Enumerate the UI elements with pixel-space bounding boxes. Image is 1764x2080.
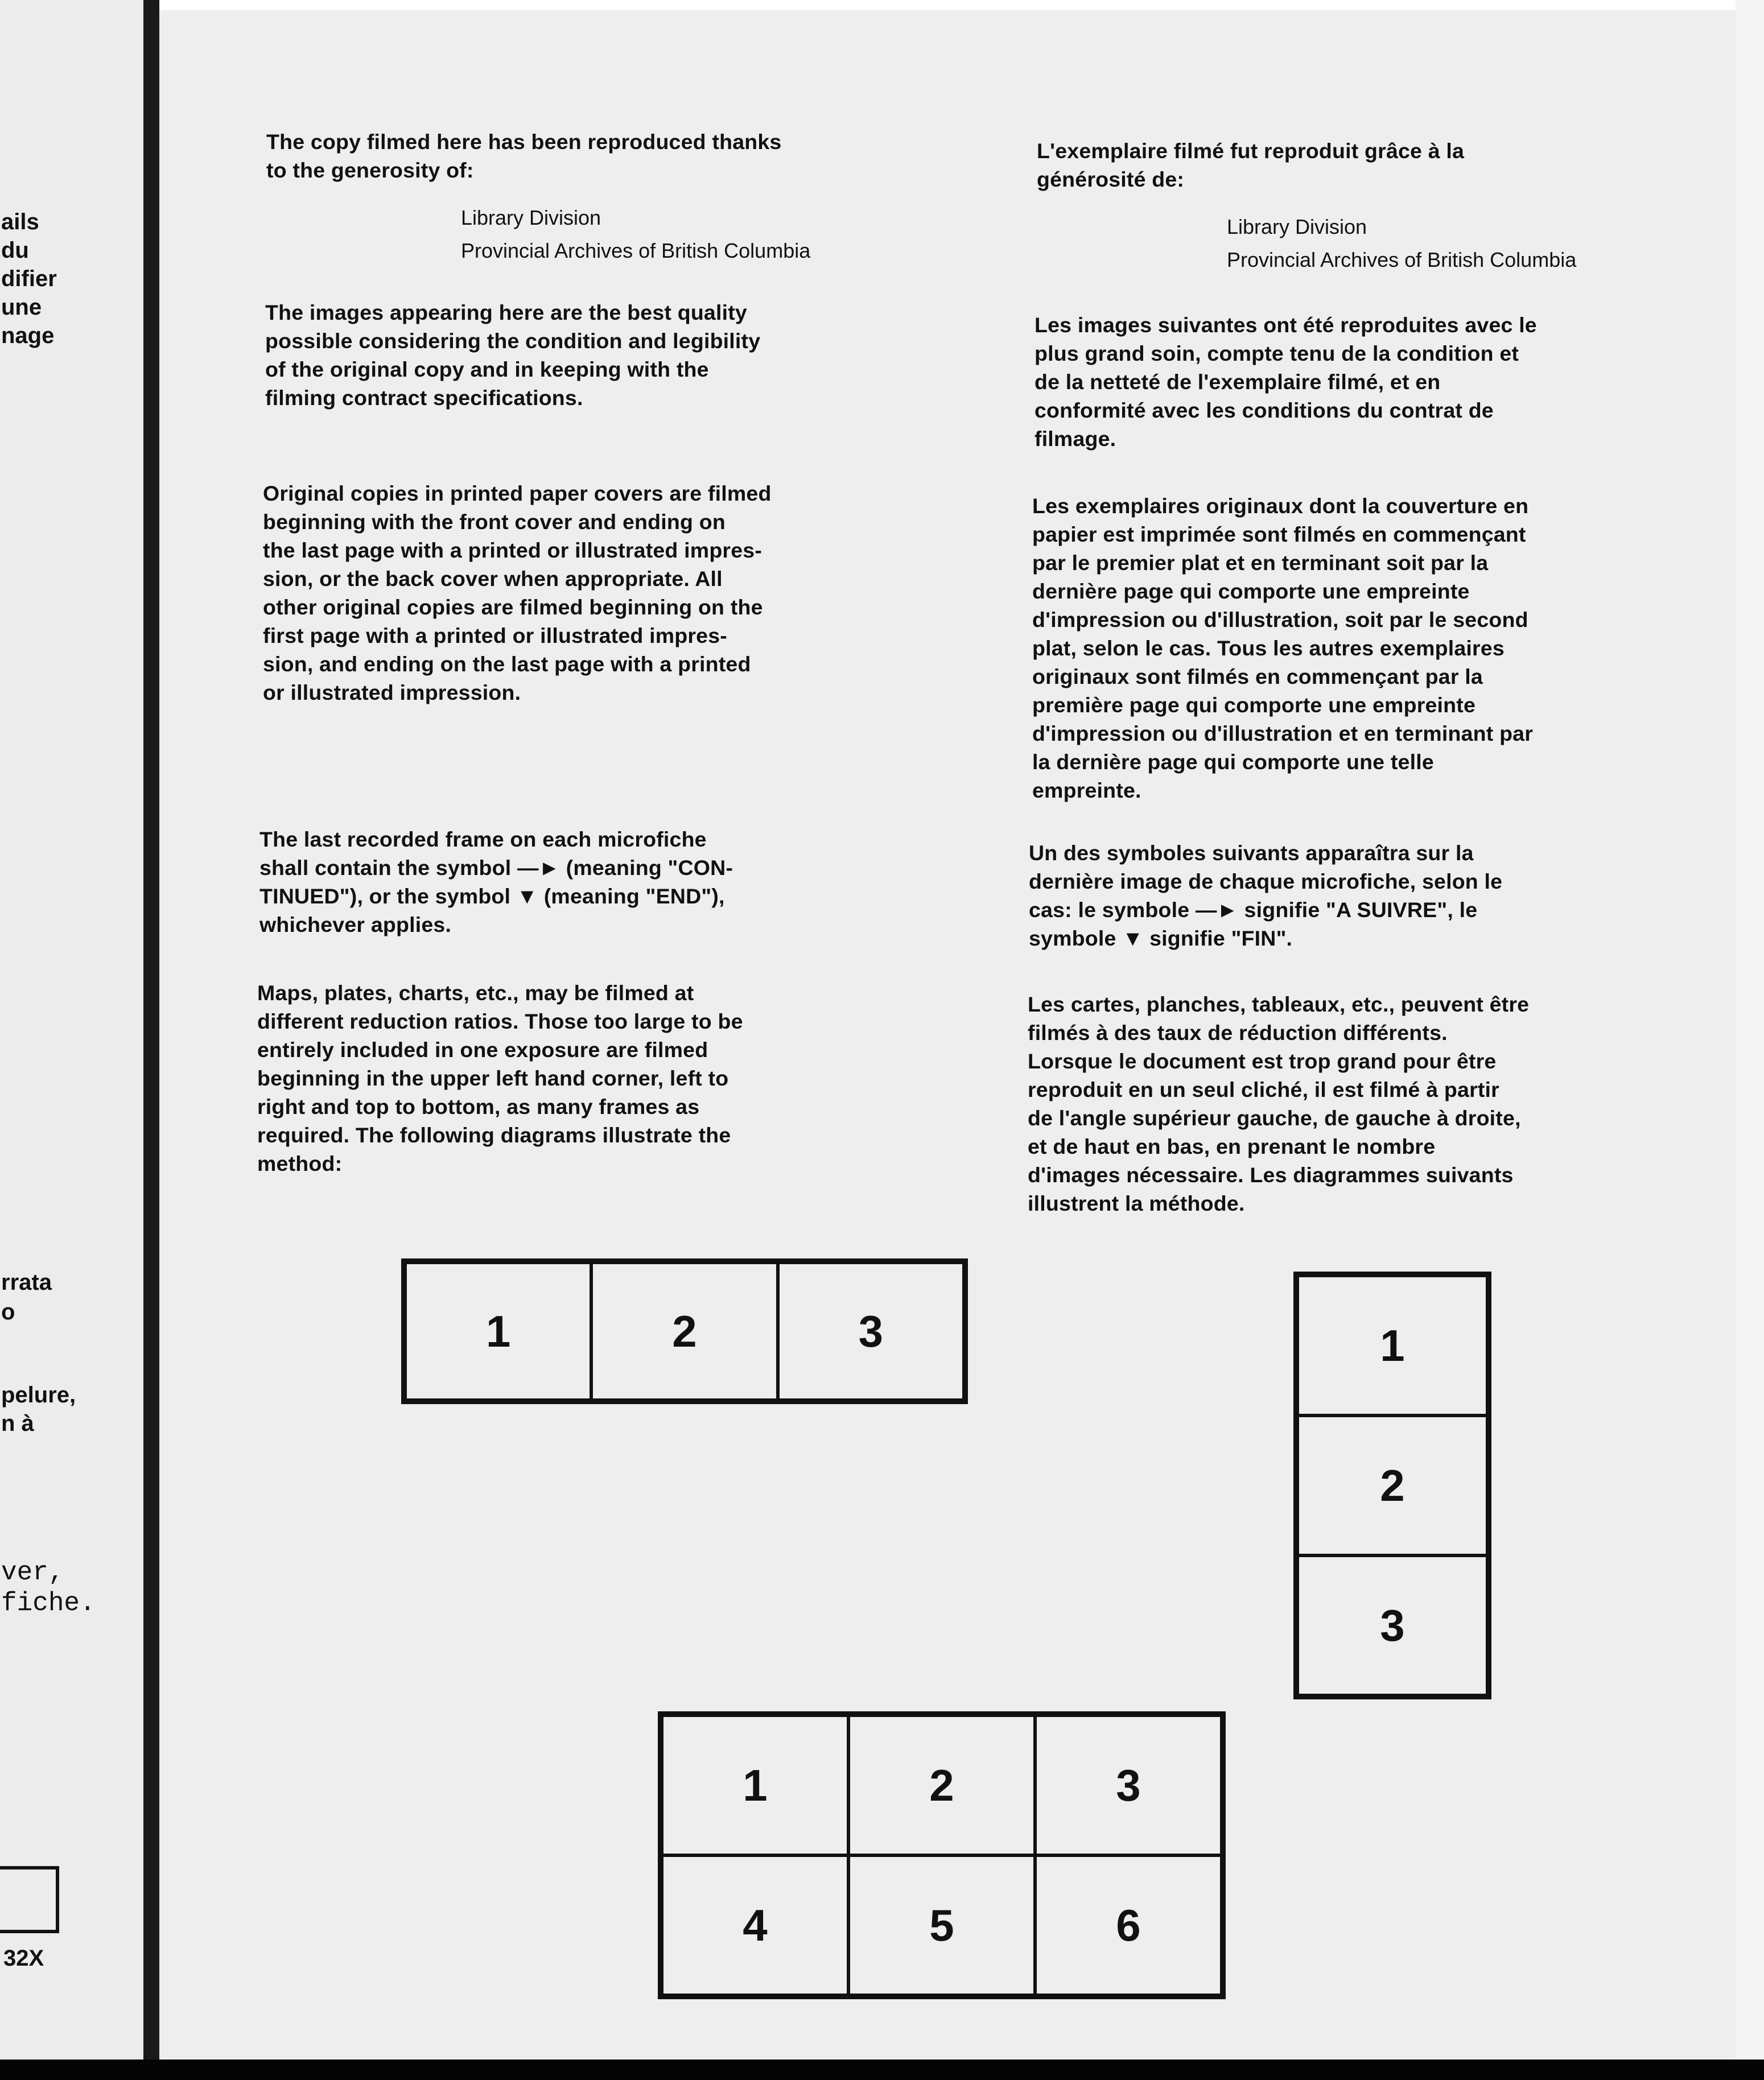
english-symbols-note: The last recorded frame on each microfiche shall contain the symbol —► (meaning "CON- TINUED"), or the symbol ▼ (meaning "END"), whichever applies. xyxy=(259,827,733,936)
margin-fragment: o xyxy=(1,1299,15,1324)
margin-fragment: ails xyxy=(1,209,39,234)
frame-cell: 1 xyxy=(662,1715,848,1855)
frame-cell: 2 xyxy=(591,1262,777,1400)
margin-fragment: nage xyxy=(1,323,55,348)
margin-fragment: ver, xyxy=(1,1558,64,1587)
reduction-ratio-label: 32X xyxy=(3,1946,44,1971)
reduction-target-box xyxy=(0,1866,59,1933)
english-quality-note: The images appearing here are the best quality possible considering the condition and legibility of the original copy and in keeping with the filming contract specifications. xyxy=(265,300,761,410)
frame-cell: 2 xyxy=(848,1715,1035,1855)
frame-cell: 3 xyxy=(778,1262,964,1400)
frame-cell: 2 xyxy=(1297,1415,1487,1555)
english-maps-note: Maps, plates, charts, etc., may be filmed at different reduction ratios. Those too large to be entirely included in one exposure are filmed beginning in the upper left hand corner, left to right and top to bottom, as many frames as required. The following diagrams illustrate the method: xyxy=(257,981,743,1175)
film-border xyxy=(0,2060,1764,2080)
english-covers-note: Original copies in printed paper covers are filmed beginning with the front cover and ending on the last page with a printed or illustrated impres- sion, or the back cover when appropriate. All other original copies are filmed beginning on the first page with a printed or illustrated impres- sion, and ending on the last page with a printed or illustrated impression. xyxy=(263,481,772,704)
margin-fragment: une xyxy=(1,295,42,320)
frame-cell: 5 xyxy=(848,1855,1035,1995)
frame-cell: 6 xyxy=(1035,1855,1222,1995)
margin-fragment: difier xyxy=(1,266,57,291)
french-symbols-note: Un des symboles suivants apparaîtra sur la dernière image de chaque microfiche, selon le cas: le symbole —► signifie "A SUIVRE", le symbole ▼ signifie "FIN". xyxy=(1029,841,1503,950)
margin-fragment: du xyxy=(1,238,29,263)
margin-fragment: n à xyxy=(1,1411,34,1436)
frame-cell: 3 xyxy=(1035,1715,1222,1855)
margin-fragment: fiche. xyxy=(1,1588,96,1618)
frame-cell: 1 xyxy=(405,1262,591,1400)
french-thanks: L'exemplaire filmé fut reproduit grâce à la générosité de: xyxy=(1037,139,1465,191)
english-thanks: The copy filmed here has been reproduced thanks to the generosity of: xyxy=(266,130,782,182)
vertical-frame-diagram xyxy=(1293,1272,1491,1699)
horizontal-frame-diagram xyxy=(401,1258,968,1404)
english-institution: Library Division Provincial Archives of British Columbia xyxy=(461,206,811,262)
page-gutter xyxy=(143,0,159,2060)
page-edge xyxy=(1736,0,1764,2060)
french-quality-note: Les images suivantes ont été reproduites avec le plus grand soin, compte tenu de la condition et de la netteté de l'exemplaire filmé, et en conformité avec les conditions du contrat de filmage. xyxy=(1035,313,1537,451)
french-covers-note: Les exemplaires originaux dont la couverture en papier est imprimée sont filmés en commençant par le premier plat et en terminant soit par la dernière page qui comporte une empreinte d'impression ou d'illustration, soit par le second plat, selon le cas. Tous les autres exemplaires originaux sont filmés en commençant par la première page qui comporte une empreinte d'impression ou d'illustration et en terminant par la dernière page qui comporte une telle empreinte. xyxy=(1032,494,1534,802)
frame-cell: 3 xyxy=(1297,1555,1487,1695)
margin-fragment: rrata xyxy=(1,1270,52,1295)
frame-cell: 4 xyxy=(662,1855,848,1995)
adjacent-page-strip xyxy=(0,0,143,2060)
grid-frame-diagram xyxy=(658,1711,1226,1999)
frame-cell: 1 xyxy=(1297,1276,1487,1415)
french-institution: Library Division Provincial Archives of British Columbia xyxy=(1227,215,1577,271)
french-maps-note: Les cartes, planches, tableaux, etc., peuvent être filmés à des taux de réduction différents. Lorsque le document est trop grand pour être reproduit en un seul cliché, il est filmé à partir de l'angle supérieur gauche, de gauche à droite, et de haut en bas, en prenant le nombre d'images nécessaire. Les diagrammes suivants illustrent la méthode. xyxy=(1028,992,1530,1215)
margin-fragment: pelure, xyxy=(1,1382,76,1408)
